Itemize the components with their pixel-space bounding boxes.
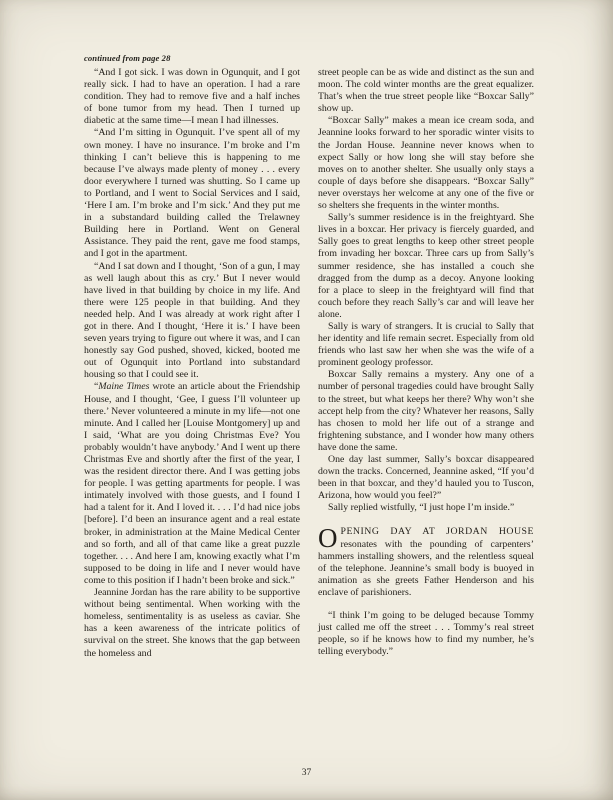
section-opening-paragraph xyxy=(318,523,534,599)
page-number: 37 xyxy=(301,768,312,778)
paragraph: Boxcar Sally remains a mystery. Any one of a number of personal tragedies could have brought Sally to the street, but what keeps her there? Why won’t she accept help from the city? Whatever her reasons, Sally has chosen to mold her life out of a strange and frightening substance, and I wonder how many others have done the same. xyxy=(318,369,534,453)
paragraph: “Boxcar Sally” makes a mean ice cream soda, and Jeannine looks forward to her sporadic winter visits to the Jordan House. Jeannine never knows when to expect Sally or how long she will stay before she moves on to another shelter. She usually only stays a couple of days before she disappears. “Boxcar Sally” never overstays her welcome at any one of the five or so shelters she frequents in the winter months. xyxy=(318,115,534,212)
paragraph-text: resonates with the pounding of carpenters’ hammers installing showers, and the relentless squeal of the telephone. Jeannine’s small body is buoyed in animation as she greets Father Henderson and his enclave of parishioners. xyxy=(318,538,534,598)
drop-cap: O xyxy=(318,523,338,554)
right-column xyxy=(318,67,534,660)
paragraph: “And I’m sitting in Ogunquit. I’ve spent all of my own money. I have no insurance. I’m broke and I’m thinking I can’t believe this is happening to me because I’ve always made plenty of money . . . every door everywhere I turned was shutting. So I came up to Portland, and I went to Social Services and I said, ‘Here I am. I’m broke and I’m sick.’ And they put me in a substandard building called the Trelawney Building here in Portland. Went on General Assistance. They paid the rent, gave me food stamps, and I got in the apartment. xyxy=(84,127,300,260)
paragraph-text: wrote an article about the Friendship House, and I thought, ‘Gee, I guess I’ll volunteer up there.’ Never volunteered a minute in my life—not one minute. And I called her [Louise Montgomery] up and I said, ‘What are you doing Christmas Eve? You probably wouldn’t have anybody.’ And I went up there Christmas Eve and shortly after the first of the year, I was the resident director there. And I was getting jobs for people. I was getting apartments for people. I was intimately involved with those guests, and I found I had a talent for it. And I loved it. . . . I’d had nice jobs [before]. I’d been an insurance agent and a real estate broker, in administration at the Maine Medical Center and so forth, and all of that came like a great puzzle together. . . . And here I am, knowing exactly what I’m supposed to be doing in life and I never would have come to this position if I hadn’t been broke and sick.” xyxy=(84,381,300,586)
paragraph: “I think I’m going to be deluged because Tommy just called me off the street . . . Tommy’s real street people, so if he knows how to find my number, he’s telling everybody.” xyxy=(318,610,534,658)
quote-mark: “ xyxy=(94,381,99,393)
paragraph: Sally replied wistfully, “I just hope I’m inside.” xyxy=(328,502,515,514)
publication-name: Maine Times xyxy=(98,381,150,393)
section-lead: PENING DAY AT JORDAN HOUSE xyxy=(340,526,534,538)
paragraph: Jeannine Jordan has the rare ability to be supportive without being sentimental. When working with the homeless, sentimentality is as useless as caviar. She has a keen awareness of the intricate politics of survival on the street. She knows that the gap between the homeless and xyxy=(84,587,300,659)
paragraph: One day last summer, Sally’s boxcar disappeared down the tracks. Concerned, Jeannine asked, “If you’d been in that boxcar, and they’d hauled you to Tuscon, Arizona, how would you feel?” xyxy=(318,454,534,502)
text-block xyxy=(84,53,534,660)
paragraph: Sally’s summer residence is in the freightyard. She lives in a boxcar. Her privacy is fiercely guarded, and Sally goes to great lengths to keep other street people from invading her boxcar. Three cars up from Sally’s summer residence, she has installed a couch she dragged from the dump as a decoy. Anyone looking for a place to sleep in the freightyard will find that couch before they reach Sally’s car and will leave her alone. xyxy=(318,212,534,320)
paragraph: “And I got sick. I was down in Ogunquit, and I got really sick. I had to have an operation. I had a rare condition. They had to remove five and a half inches of bone tumor from my head. Then I turned up diabetic at the same time—I mean I had illnesses. xyxy=(84,67,300,127)
paragraph: “And I sat down and I thought, ‘Son of a gun, I may as well laugh about this as cry.’ But I never would have lived in that building by choice in my life. And there were 125 people in that building. And they needed help. And I was already at work right after I got in there. And I thought, ‘Here it is.’ I have been seven years trying to figure out where it was, and I can honestly say God pushed, shoved, kicked, booted me out of Ogunquit into Portland into substandard housing so that I could see it. xyxy=(84,260,300,381)
left-column xyxy=(84,67,300,660)
paragraph xyxy=(84,381,300,587)
paragraph: street people can be as wide and distinct as the sun and moon. The cold winter months are the great equalizer. That’s when the true street people like “Boxcar Sally” show up. xyxy=(318,67,534,115)
continued-from-note: continued from page 28 xyxy=(84,53,171,63)
paragraph: Sally is wary of strangers. It is crucial to Sally that her identity and life remain secret. Especially from old friends who last saw her when she was the wife of a prominent geology professor. xyxy=(318,320,534,369)
